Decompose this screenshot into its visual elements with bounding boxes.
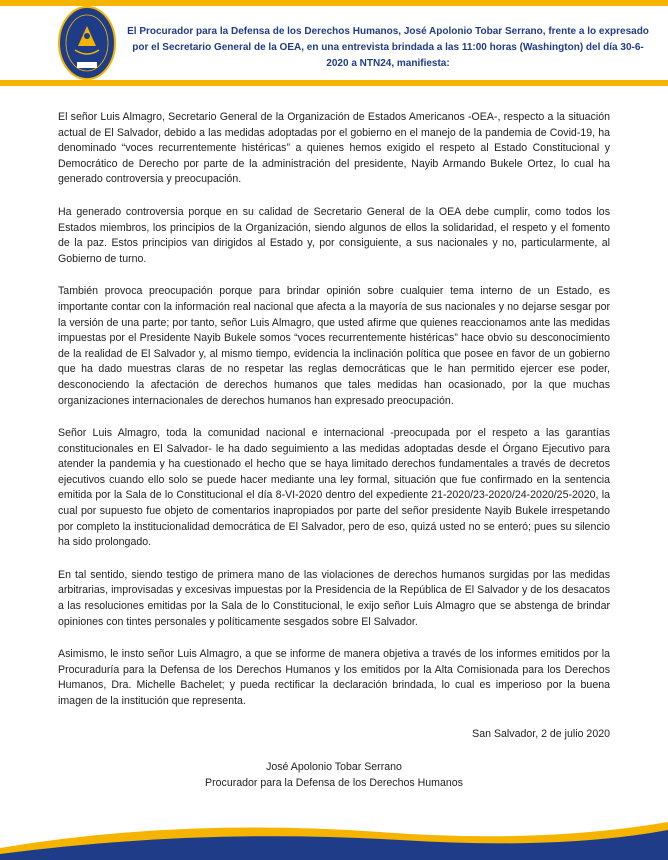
- bottom-yellow-bar: [0, 80, 668, 86]
- paragraph: También provoca preocupación porque para brindar opinión sobre cualquier tema interno de un Estado, es importante contar con la información real nacional que afecta a la mayoría de sus nacionales y no dejarse sesgar por la versión de una parte; por tanto, señor Luis Almagro, que usted afirme que quienes reaccionamos ante las medidas impuestas por el Presidente Nayib Bukele somos “voces recurrentemente histéricas” hace obvio su desconocimiento de la realidad de El Salvador y, al mismo tiempo, evidencia la inclinación política que posee en favor de un gobierno que ha dado muestras claras de no respetar las reglas democráticas que le han permitido ejercer ese poder, desconociendo la afectación de derechos humanos que tales medidas han ocasionado, por la que muchas organizaciones internacionales de derechos humanos han expresado preocupación.: [58, 285, 610, 407]
- pddh-logo: [58, 6, 116, 80]
- footer-wave: [0, 810, 668, 860]
- statement-heading: El Procurador para la Defensa de los Derechos Humanos, José Apolonio Tobar Serrano, frente a lo expresado por el Secretario General de la OEA, en una entrevista brindada a las 11:00 horas (Washington) del día 30-6-2020 a NTN24, manifiesta:: [127, 26, 649, 69]
- paragraph: Asimismo, le insto señor Luis Almagro, a que se informe de manera objetiva a través de los informes emitidos por la Procuraduría para la Defensa de los Derechos Humanos y los emitidos por la Alta Comisionada para los Derechos Humanos, Dra. Michelle Bachelet; y pueda rectificar la declaración brindada, lo cual es imperioso por la buena imagen de la institución que representa.: [58, 648, 610, 707]
- paragraph: Señor Luis Almagro, toda la comunidad nacional e internacional -preocupada por el respeto a las garantías constitucionales en El Salvador- le ha dado seguimiento a las medidas adoptadas desde el Órgano Ejecutivo para atender la pandemia y ha cuestionado el hecho que se haya limitado derechos fundamentales a través de decretos ejecutivos cuando ello solo se puede hacer mediante una ley formal, situación que fue confirmado en la sentencia emitida por la Sala de lo Constitucional el día 8-VI-2020 dentro del expediente 21-2020/23-2020/24-2020/25-2020, la cual por supuesto fue objeto de comentarios inapropiados por parte del señor presidente Nayib Bukele irrespetando por completo la institucionalidad democrática de El Salvador, pero de eso, quizá usted no se enteró; pues su silencio ha sido prolongado.: [58, 427, 610, 549]
- paragraph: En tal sentido, siendo testigo de primera mano de las violaciones de derechos humanos surgidas por las medidas arbitrarias, improvisadas y excesivas impuestas por la Presidencia de la República de El Salvador y de los desacatos a las resoluciones emitidas por la Sala de lo Constitucional, le exijo señor Luis Almagro que se abstenga de brindar opiniones con tintes personales y políticamente sesgados sobre El Salvador.: [58, 568, 610, 628]
- paragraph: El señor Luis Almagro, Secretario General de la Organización de Estados Americanos -OEA-, respecto a la situación actual de El Salvador, debido a las medidas adoptadas por el gobierno en el manejo de la pandemia de Covid-19, ha denominado “voces recurrentemente histéricas” a quienes hemos exigido el respeto al Estado Constitucional y Democrático de Derecho por parte de la administración del presidente, Nayib Armando Bukele Ortez, lo cual ha generado controversia y preocupación.: [58, 111, 610, 186]
- letterhead: [0, 0, 668, 95]
- signature-title: Procurador para la Defensa de los Derechos Humanos: [205, 776, 463, 789]
- signature-name: José Apolonio Tobar Serrano: [266, 761, 402, 774]
- paragraph: Ha generado controversia porque en su calidad de Secretario General de la OEA debe cumplir, como todos los Estados miembros, los principios de la Organización, siendo algunos de ellos la solidaridad, el respeto y el fomento de la paz. Estos principios van dirigidos al Estado y, por consiguiente, a sus nacionales y no, particularmente, al Gobierno de turno.: [58, 205, 610, 265]
- statement-body: [58, 110, 610, 791]
- date-line: San Salvador, 2 de julio 2020: [472, 727, 610, 740]
- signature-block: [58, 760, 610, 791]
